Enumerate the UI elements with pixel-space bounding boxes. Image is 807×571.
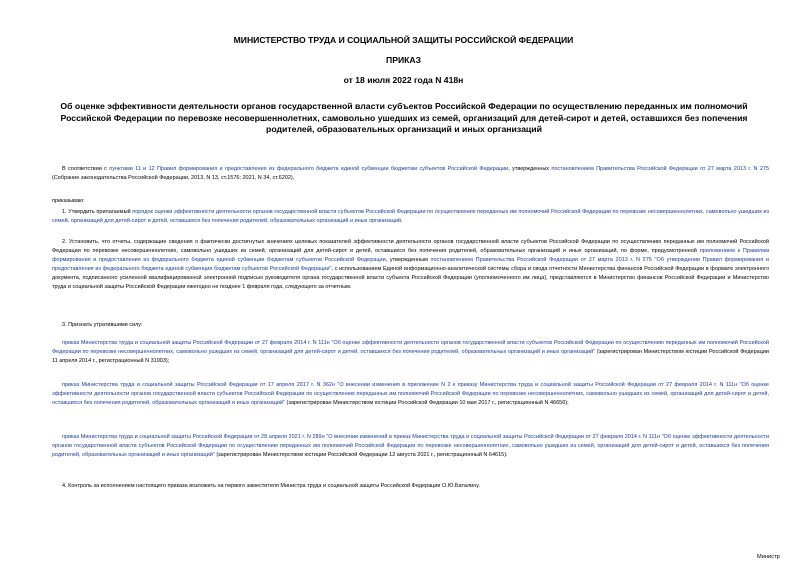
item-2-text: , утвержденным [385, 257, 431, 264]
link-government-decree-275-rules[interactable]: постановлением Правительства Российской Федерации от 27 марта 2013 г. N 275 "Об утверждении Правил формирования и предоставления из федерального бюджета единой субвенции бюджетам субъектов Российской Федерации" [52, 257, 769, 273]
item-1-text: 1. Утвердить прилагаемый [62, 209, 133, 215]
item-2-text: , с использованием Единой информационно-аналитической системы сбора и свода отчетности Министерства финансов Российской Федерации в формате электронного документа, подписанного усиленной квалифицированной электронной подписью руководителя органа государственной власти субъекта Российской Федерации (уполномоченного им лица), представляются в Министерство финансов Российской Федерации и Министерство труда и социальной защиты Российской Федерации ежегодно не позднее 1 февраля года, следующего за отчетным. [52, 266, 769, 291]
link-order-111n[interactable]: приказ Министерства труда и социальной защиты Российской Федерации от 27 февраля 2014 г. N 111н "Об оценке эффективности деятельности органов государственной власти субъектов Российской Федерации по осуществлению переданных им полномочий Российской Федерации по перевозке несовершеннолетних, самовольно ушедших из семей, организаций для детей-сирот и детей, оставшихся без попечения родителей, образовательных организаций и иных организаций" [52, 340, 769, 356]
repeal-item-1 [52, 339, 769, 366]
link-rules-appendix[interactable]: приложением к Правилам формирования и предоставления из федерального бюджета единой субвенции бюджетам субъектов Российской Федерации [52, 248, 769, 264]
item-1-paragraph [52, 208, 769, 226]
link-order-362n[interactable]: приказ Министерства труда и социальной защиты Российской Федерации от 17 апреля 2017 г. N 362н "О внесении изменения в приложение N 2 к приказу Министерства труда и социальной защиты Российской Федерации от 27 февраля 2014 г. N 111н "Об оценке эффективности деятельности органов государственной власти субъектов Российской Федерации по осуществлению переданных им полномочий Российской Федерации по перевозке несовершеннолетних, самовольно ушедших из семей, организаций для детей-сирот и детей, оставшихся без попечения родителей, образовательных организаций и иных организаций" [52, 382, 769, 407]
document-type: ПРИКАЗ [386, 55, 421, 65]
order-word: приказываю: [52, 198, 85, 204]
link-rules-items-11-12[interactable]: пунктами 11 и 12 Правил формирования и предоставления из федерального бюджета единой субвенции бюджетам субъектов Российской Федерации [109, 166, 509, 172]
repeal-item-3-text: (зарегистрирован Министерством юстиции Российской Федерации 12 августа 2021 г., регистрационный N 64615). [214, 452, 508, 459]
item-3-paragraph: 3. Признать утратившими силу: [62, 322, 143, 328]
item-2-paragraph [52, 238, 769, 293]
ministry-heading: МИНИСТЕРСТВО ТРУДА И СОЦИАЛЬНОЙ ЗАЩИТЫ РОССИЙСКОЙ ФЕДЕРАЦИИ [233, 35, 574, 45]
item-4-paragraph: 4. Контроль за исполнением настоящего приказа возложить на первого заместителя Министра труда и социальной защиты Российской Федерации О.Ю.Баталину. [62, 483, 481, 489]
document-title: Об оценке эффективности деятельности органов государственной власти субъектов Российской Федерации по осуществлению переданных им полномочий Российской Федерации по перевозке несовершеннолетних, самовольно ушедших из семей, организаций для детей-сирот и детей, оставшихся без попечения родителей, образовательных организаций и иных организаций [60, 101, 748, 135]
signature-title: Министр [757, 554, 780, 560]
preamble-paragraph [52, 165, 769, 183]
repeal-item-1-text: (зарегистрирован Министерством юстиции Российской Федерации 11 апреля 2014 г., регистрационный N 31903); [52, 349, 769, 365]
preamble-text: (Собрание законодательства Российской Федерации, 2013, N 13, ст.1576; 2021, N 34, ст.6202), [52, 175, 295, 182]
preamble-text: , утвержденных [508, 166, 552, 172]
link-government-decree-275[interactable]: постановлением Правительства Российской Федерации от 27 марта 2013 г. N 275 [551, 166, 770, 172]
repeal-item-2-text: (зарегистрирован Министерством юстиции Российской Федерации 10 мая 2017 г., регистрационный N 46656); [284, 400, 569, 407]
document-date-number: от 18 июля 2022 года N 418н [343, 75, 464, 85]
item-1-text: . [401, 218, 403, 225]
preamble-text: В соответствии с [62, 166, 110, 172]
repeal-item-3 [52, 433, 769, 460]
repeal-item-2 [52, 381, 769, 408]
link-order-289n[interactable]: приказ Министерства труда и социальной защиты Российской Федерации от 28 апреля 2021 г. N 289н "О внесении изменений в приказ Министерства труда и социальной защиты Российской Федерации от 27 февраля 2014 г. N 111н "Об оценке эффективности деятельности органов государственной власти субъектов Российской Федерации по осуществлению переданных им полномочий Российской Федерации по перевозке несовершеннолетних, самовольно ушедших из семей, организаций для детей-сирот и детей, оставшихся без попечения родителей, образовательных организаций и иных организаций" [52, 434, 769, 459]
item-2-text: 2. Установить, что отчеты, содержащие сведения о фактически достигнутых значениях целевых показателей эффективности деятельности органов государственной власти субъектов Российской Федерации по осуществлению переданных им полномочий Российской Федерации по перевозке несовершеннолетних, самовольно ушедших из семей, организаций для детей-сирот и детей, оставшихся без попечения родителей, образовательных организаций и иных организаций, по форме, предусмотренной [52, 239, 769, 255]
link-evaluation-procedure[interactable]: порядок оценки эффективности деятельности органов государственной власти субъектов Российской Федерации по осуществлению переданных им полномочий Российской Федерации по перевозке несовершеннолетних, самовольно ушедших из семей, организаций для детей-сирот и детей, оставшихся без попечения родителей, образовательных организаций и иных организаций [52, 209, 769, 225]
